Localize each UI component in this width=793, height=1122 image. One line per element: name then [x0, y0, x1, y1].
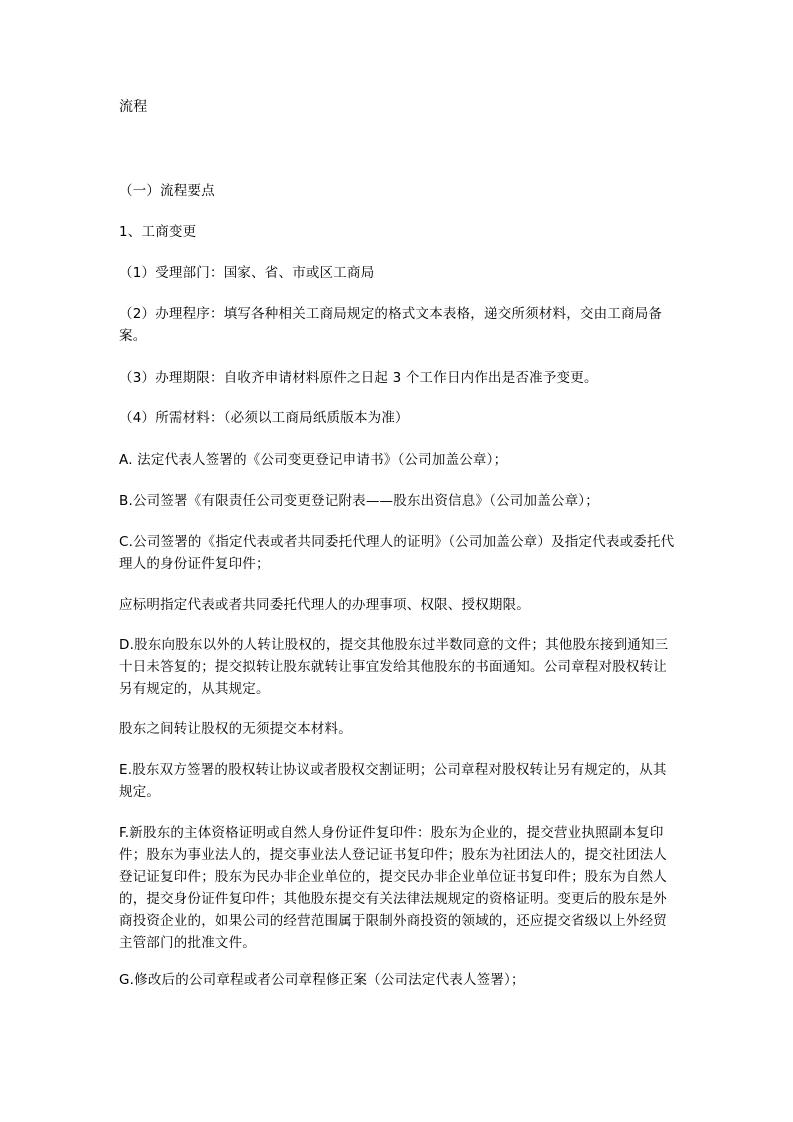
material-d: D.股东向股东以外的人转让股权的，提交其他股东过半数同意的文件；其他股东接到通知三十日未答复的；提交拟转让股东就转让事宜发给其他股东的书面通知。公司章程对股权转让另有规定的，从其规定。 [119, 637, 669, 697]
paragraph-item-1: （1）受理部门：国家、省、市或区工商局 [119, 265, 375, 281]
material-c: C.公司签署的《指定代表或者共同委托代理人的证明》（公司加盖公章）及指定代表或委托代理人的身份证件复印件； [119, 534, 675, 572]
paragraph-item-3: （3）办理期限：自收齐申请材料原件之日起 3 个工作日内作出是否准予变更。 [119, 370, 598, 386]
material-f: F.新股东的主体资格证明或自然人身份证件复印件：股东为企业的，提交营业执照副本复印件；股东为事业法人的，提交事业法人登记证书复印件；股东为社团法人的，提交社团法人登记证复印件；股东为民办非企业单位的，提交民办非企业单位证书复印件；股东为自然人的，提交身份证件复印件；其他股东提交有关法律法规规定的资格证明。变更后的股东是外商投资企业的，如果公司的经营范围属于限制外商投资的领域的，还应提交省级以上外经贸主管部门的批准文件。 [119, 825, 667, 951]
material-d-note: 股东之间转让股权的无须提交本材料。 [119, 721, 352, 737]
paragraph-item-4: （4）所需材料：（必须以工商局纸质版本为准） [119, 410, 409, 426]
section-heading: （一）流程要点 [119, 183, 215, 199]
material-b: B.公司签署《有限责任公司变更登记附表——股东出资信息》（公司加盖公章）； [119, 493, 599, 509]
material-a: A. 法定代表人签署的《公司变更登记申请书》（公司加盖公章）； [119, 452, 508, 468]
paragraph-item-2: （2）办理程序：填写各种相关工商局规定的格式文本表格，递交所须材料，交由工商局备案。 [119, 306, 663, 344]
material-g: G.修改后的公司章程或者公司章程修正案（公司法定代表人签署）； [119, 972, 525, 988]
material-e: E.股东双方签署的股权转让协议或者股权交割证明；公司章程对股权转让另有规定的，从其规定。 [119, 762, 667, 800]
material-c-note: 应标明指定代表或者共同委托代理人的办理事项、权限、授权期限。 [119, 597, 530, 613]
sub-heading: 1、工商变更 [119, 224, 197, 240]
document-title: 流程 [119, 99, 148, 115]
